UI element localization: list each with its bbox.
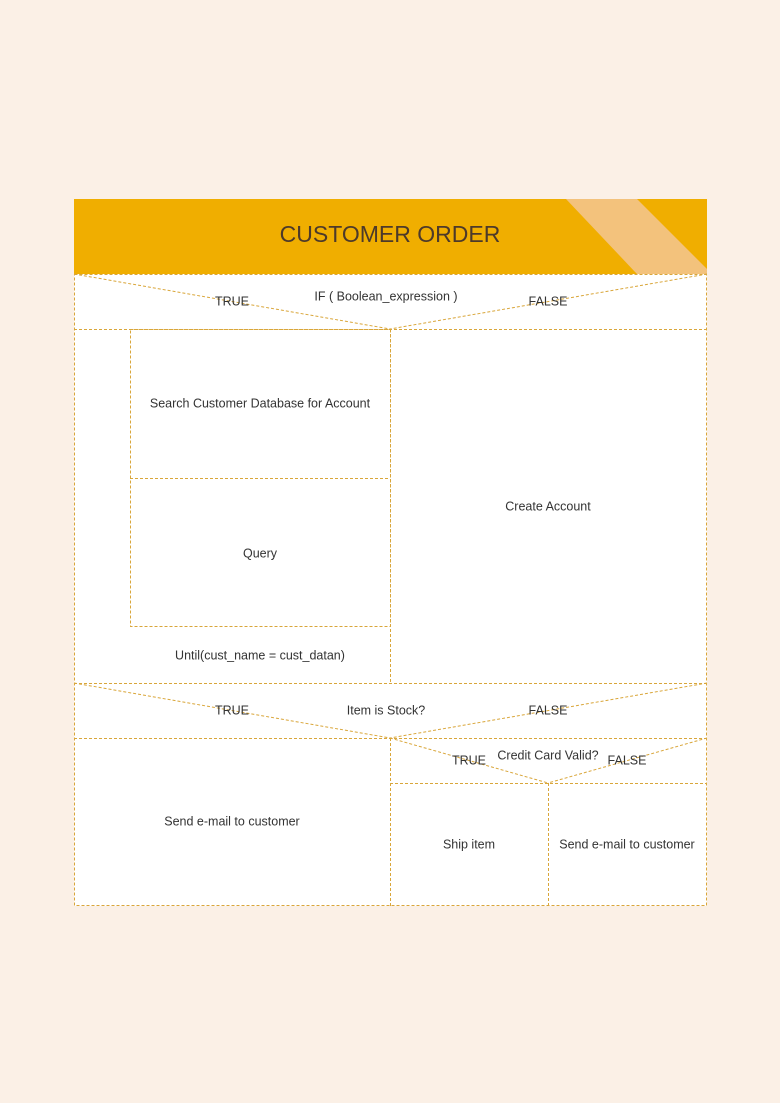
create-account-action: Create Account [505, 499, 591, 514]
stock-condition: Item is Stock? [346, 703, 426, 718]
credit-condition: Credit Card Valid? [497, 748, 599, 763]
stock-true-action: Send e-mail to customer [164, 814, 300, 829]
if-false-label: FALSE [528, 294, 568, 309]
stock-true-label: TRUE [214, 703, 250, 718]
loop-step-query: Query [242, 546, 278, 561]
if-true-label: TRUE [214, 294, 250, 309]
diagram-title: CUSTOMER ORDER [279, 221, 501, 248]
stock-false-label: FALSE [528, 703, 568, 718]
credit-false-label: FALSE [607, 753, 647, 768]
credit-true-label: TRUE [451, 753, 487, 768]
credit-false-action: Send e-mail to customer [559, 837, 695, 852]
loop-step-search: Search Customer Database for Account [149, 396, 371, 411]
if-condition: IF ( Boolean_expression ) [314, 289, 458, 304]
loop-until-condition: Until(cust_name = cust_datan) [175, 648, 345, 663]
ship-item-action: Ship item [442, 837, 496, 852]
